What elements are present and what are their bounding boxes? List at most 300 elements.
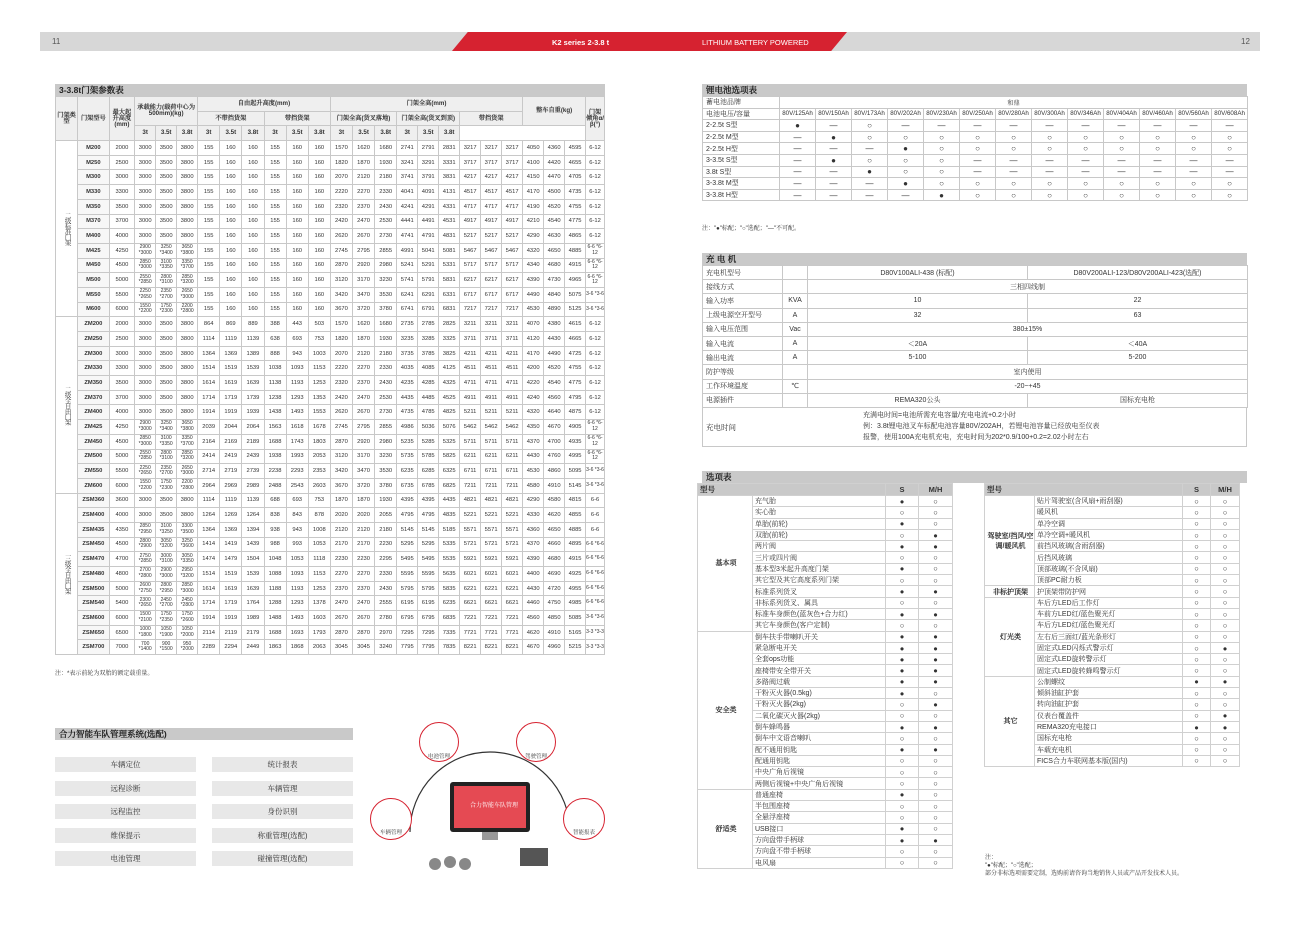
value-cell: 7000 [109, 640, 135, 655]
value-cell: 1914 [198, 611, 220, 626]
battery-mark: — [816, 143, 852, 155]
option-row [985, 597, 1240, 608]
value-cell: 5831 [439, 273, 460, 288]
option-mh-mark: ○ [1211, 654, 1240, 665]
value-cell: 1919 [220, 611, 242, 626]
value-cell: 7211 [502, 478, 523, 493]
value-cell: 7211 [481, 478, 502, 493]
option-s-mark: ● [886, 665, 919, 676]
table-row [56, 229, 605, 244]
charger-row [703, 322, 1248, 336]
option-mh-mark: ● [919, 631, 953, 642]
value-cell: 4620 [544, 508, 565, 523]
value-cell: 1264 [198, 508, 220, 523]
charger-unit [783, 266, 808, 280]
battery-mark: — [816, 166, 852, 178]
value-cell: 1678 [308, 420, 330, 435]
fleet-item-button[interactable]: 电池管理 [55, 851, 196, 866]
battery-model: 2-2.5t H型 [703, 143, 780, 155]
value-cell: 2870 [353, 625, 375, 640]
value-cell: 6-6 *6-12 [586, 449, 605, 464]
value-cell: 2420 [330, 390, 352, 405]
value-cell: 160 [220, 243, 242, 258]
value-cell: 2370 [330, 581, 352, 596]
right-page-number: 12 [1241, 37, 1250, 46]
value-cell: 2870 [330, 625, 352, 640]
value-cell: 160 [242, 170, 264, 185]
value-cell: 1514 [198, 567, 220, 582]
value-cell: 4650 [544, 243, 565, 258]
option-name: 转向油缸护套 [1035, 699, 1183, 710]
option-name: 倒车蜂鸣器 [753, 721, 886, 732]
option-s-mark: ○ [886, 846, 919, 857]
value-cell: 6621 [502, 596, 523, 611]
option-row [698, 496, 953, 507]
value-cell: 5165 [565, 625, 586, 640]
value-cell: 2670 [353, 229, 375, 244]
value-cell: 160 [220, 141, 242, 156]
h-capacity: 承载能力(载荷中心为500mm)(kg) [135, 97, 198, 126]
option-mh-mark: ○ [1211, 507, 1240, 518]
value-cell: 1930 [375, 155, 397, 170]
value-cell: 2053 [308, 449, 330, 464]
value-cell: 2180 [375, 346, 397, 361]
value-cell: 1364 [198, 522, 220, 537]
battery-mark: — [996, 120, 1032, 132]
value-cell: 1474 [198, 552, 220, 567]
value-cell: 4485 [418, 390, 439, 405]
value-cell: 4370 [523, 434, 544, 449]
battery-mark: — [1212, 166, 1248, 178]
option-mh-mark: ○ [1211, 688, 1240, 699]
value-cell: 4986 [397, 420, 418, 435]
value-cell: 5467 [481, 243, 502, 258]
value-cell: 4395 [397, 493, 418, 508]
value-cell: 4120 [523, 332, 544, 347]
table-row [56, 625, 605, 640]
value-cell: 3241 [397, 155, 418, 170]
value-cell: 6-6 *6-6 [586, 552, 605, 567]
value-cell: 2295 [375, 552, 397, 567]
value-cell: 993 [286, 537, 308, 552]
option-mh-mark: ○ [1211, 563, 1240, 574]
value-cell: 160 [286, 170, 308, 185]
value-cell: 3-6 *3-6 [586, 478, 605, 493]
h-tonnage: 3.8t [375, 126, 397, 141]
table-row [56, 405, 605, 420]
charger-value: 380±15% [808, 322, 1248, 336]
value-cell: 2850 *3000 [135, 258, 156, 273]
value-cell: 3217 [481, 141, 502, 156]
value-cell: 4070 [523, 317, 544, 332]
charger-unit [783, 365, 808, 379]
value-cell: 1008 [308, 522, 330, 537]
value-cell: 4660 [544, 537, 565, 552]
option-s-mark: ○ [886, 575, 919, 586]
value-cell: 2120 [353, 170, 375, 185]
value-cell: 6021 [502, 567, 523, 582]
battery-mark: ○ [1104, 178, 1140, 190]
value-cell: 160 [220, 302, 242, 317]
value-cell: 4815 [565, 493, 586, 508]
value-cell: 6-6 *6-12 [586, 258, 605, 273]
h-nobr: 不带挡货架 [198, 111, 264, 126]
people-icon [429, 858, 441, 870]
value-cell: 1493 [286, 405, 308, 420]
value-cell: 3300 [109, 185, 135, 200]
value-cell: 2039 [198, 420, 220, 435]
option-name: 非标系列货叉、属具 [753, 597, 886, 608]
fleet-item-button[interactable]: 称重管理(选配) [212, 828, 353, 843]
value-cell: 1193 [286, 581, 308, 596]
value-cell: 4460 [523, 596, 544, 611]
h-height: 门架全高(mm) [330, 97, 522, 112]
table-row [56, 199, 605, 214]
value-cell: 160 [242, 229, 264, 244]
charger-title: 充 电 机 [702, 253, 1247, 265]
value-cell: 4085 [418, 361, 439, 376]
battery-mark: ○ [924, 143, 960, 155]
value-cell: 1118 [308, 552, 330, 567]
value-cell: 950 *2000 [177, 640, 198, 655]
value-cell: 4831 [439, 229, 460, 244]
value-cell: 3120 [330, 449, 352, 464]
value-cell: 1369 [220, 346, 242, 361]
capacity-cell: 80V/150Ah [816, 108, 852, 120]
value-cell: 3250 *3600 [177, 537, 198, 552]
battery-mark: ○ [888, 154, 924, 166]
fleet-item-button[interactable]: 维保提示 [55, 828, 196, 843]
value-cell: 6-6 *6-12 [586, 273, 605, 288]
value-cell: 688 [264, 493, 286, 508]
value-cell: 155 [264, 155, 286, 170]
battery-mark: — [960, 120, 996, 132]
option-name: 中央广角后视镜 [753, 767, 886, 778]
value-cell: 160 [308, 214, 330, 229]
battery-mark: — [888, 120, 924, 132]
option-s-mark: ● [886, 823, 919, 834]
capacity-cell: 80V/460Ah [1140, 108, 1176, 120]
value-cell: 3717 [502, 155, 523, 170]
value-cell: 6331 [439, 287, 460, 302]
value-cell: 2000 [109, 317, 135, 332]
option-name: 基本型3米起升高度门架 [753, 563, 886, 574]
value-cell: 2189 [242, 434, 264, 449]
value-cell: 160 [308, 185, 330, 200]
battery-row [703, 166, 1248, 178]
value-cell: 3-6 *3-6 [586, 464, 605, 479]
value-cell: 1639 [242, 581, 264, 596]
h-tonnage: 3t [264, 126, 286, 141]
value-cell: 1353 [308, 390, 330, 405]
value-cell: 3800 [177, 390, 198, 405]
battery-mark: ● [852, 166, 888, 178]
options-note-3: 部分非标选项需要定制，选购前请咨询当地销售人员或产品开发技术人员。 [985, 871, 1184, 877]
value-cell: 160 [286, 141, 308, 156]
value-cell: 3670 [330, 478, 352, 493]
value-cell: 1550 *2200 [135, 302, 156, 317]
value-cell: 4217 [460, 170, 481, 185]
value-cell: 7295 [418, 625, 439, 640]
value-cell: 3000 [135, 141, 156, 156]
value-cell: 6000 [109, 611, 135, 626]
value-cell: 6711 [502, 464, 523, 479]
value-cell: 7721 [460, 625, 481, 640]
charger-row [703, 393, 1248, 407]
battery-row [703, 131, 1248, 143]
capacity-cell: 80V/560Ah [1176, 108, 1212, 120]
value-cell: 6-6 *6-6 [586, 537, 605, 552]
model-cell: ZM200 [78, 317, 109, 332]
option-name: 固定式LED旋转警示灯 [1035, 654, 1183, 665]
battery-mark: — [924, 120, 960, 132]
battery-mark: ○ [1212, 178, 1248, 190]
value-cell: 4210 [523, 214, 544, 229]
value-cell: 2270 [330, 567, 352, 582]
value-cell: 4331 [439, 199, 460, 214]
value-cell: 1188 [264, 581, 286, 596]
value-cell: 4850 [544, 611, 565, 626]
options-mh-header: M/H [919, 484, 953, 496]
option-mh-mark: ○ [919, 688, 953, 699]
battery-row [703, 154, 1248, 166]
battery-mark: ○ [1212, 143, 1248, 155]
value-cell: 5000 [109, 581, 135, 596]
option-name: 两侧后视镜+中央广角后视镜 [753, 778, 886, 789]
model-cell: ZM550 [78, 464, 109, 479]
value-cell: 8221 [460, 640, 481, 655]
option-s-mark: ○ [1183, 642, 1211, 653]
value-cell: 3211 [460, 317, 481, 332]
value-cell: 1003 [308, 346, 330, 361]
value-cell: 4350 [523, 420, 544, 435]
value-cell: 3000 [135, 185, 156, 200]
charger-value: 5-200 [1028, 351, 1248, 365]
value-cell: 6-12 [586, 332, 605, 347]
fleet-item-button[interactable]: 统计报表 [212, 757, 353, 772]
value-cell: 4235 [397, 376, 418, 391]
battery-mark: ○ [888, 166, 924, 178]
value-cell: 5467 [502, 243, 523, 258]
value-cell: 4615 [565, 317, 586, 332]
value-cell: 1620 [353, 141, 375, 156]
value-cell: 5211 [460, 405, 481, 420]
charger-row [703, 351, 1248, 365]
table-row [56, 258, 605, 273]
value-cell: 1739 [242, 390, 264, 405]
table-row [56, 508, 605, 523]
fleet-item-button[interactable]: 身份识别 [212, 804, 353, 819]
value-cell: 2470 [353, 596, 375, 611]
option-mh-mark: ● [1211, 710, 1240, 721]
battery-mark: ● [888, 143, 924, 155]
option-s-mark: ○ [886, 620, 919, 631]
value-cell: 2063 [308, 640, 330, 655]
value-cell: 1550 *2200 [135, 478, 156, 493]
value-cell: 155 [198, 214, 220, 229]
value-cell: 1750 *2600 [177, 611, 198, 626]
value-cell: 2470 [353, 214, 375, 229]
option-s-mark: ○ [886, 812, 919, 823]
charger-value: ＜20A [808, 336, 1028, 350]
value-cell: 4091 [418, 185, 439, 200]
value-cell: 160 [286, 258, 308, 273]
battery-mark: ○ [1068, 189, 1104, 201]
option-mh-mark: ● [919, 586, 953, 597]
value-cell: 3825 [439, 346, 460, 361]
option-s-mark: ○ [886, 733, 919, 744]
value-cell: 4441 [397, 214, 418, 229]
table-row [56, 287, 605, 302]
mast-note: 注：*表示前轮为双胎的额定载重量。 [55, 671, 154, 677]
value-cell: 1688 [264, 434, 286, 449]
option-mh-mark: ○ [1211, 744, 1240, 755]
option-s-mark: ● [1183, 721, 1211, 732]
value-cell: 1680 [375, 141, 397, 156]
value-cell: 3530 [375, 287, 397, 302]
fleet-item-button[interactable]: 远程监控 [55, 804, 196, 819]
model-cell: ZSM480 [78, 567, 109, 582]
fleet-item-button[interactable]: 碰撞管理(选配) [212, 851, 353, 866]
fleet-item-button[interactable]: 车辆管理 [212, 781, 353, 796]
value-cell: 1493 [286, 611, 308, 626]
option-mh-mark: ○ [919, 801, 953, 812]
value-cell: 3000 [135, 361, 156, 376]
value-cell: 3000 [135, 508, 156, 523]
options-type-header: 型号 [698, 484, 886, 496]
value-cell: 6-6 [586, 493, 605, 508]
value-cell: 4825 [439, 405, 460, 420]
value-cell: 6717 [481, 287, 502, 302]
value-cell: 2330 [375, 567, 397, 582]
option-s-mark: ○ [1183, 755, 1211, 766]
option-s-mark: ○ [886, 778, 919, 789]
value-cell: 4741 [397, 229, 418, 244]
value-cell: 4680 [544, 552, 565, 567]
value-cell: 3217 [460, 141, 481, 156]
value-cell: 160 [242, 214, 264, 229]
value-cell: 2900 *3000 [135, 420, 156, 435]
value-cell: 4320 [523, 405, 544, 420]
value-cell: 2980 [375, 434, 397, 449]
value-cell: 4000 [109, 229, 135, 244]
model-cell: ZSM470 [78, 552, 109, 567]
value-cell: 3000 [135, 155, 156, 170]
value-cell: 5331 [439, 258, 460, 273]
value-cell: 160 [286, 273, 308, 288]
value-cell: 3800 [177, 185, 198, 200]
value-cell: 6-12 [586, 155, 605, 170]
model-cell: ZM450 [78, 434, 109, 449]
value-cell: 6-12 [586, 346, 605, 361]
value-cell: 5495 [418, 552, 439, 567]
value-cell: 6-6 *6-6 [586, 596, 605, 611]
charger-value: 国标充电枪 [1028, 393, 1248, 407]
value-cell: 1048 [264, 552, 286, 567]
value-cell: 4170 [523, 185, 544, 200]
value-cell: 5595 [418, 567, 439, 582]
value-cell: 2270 [353, 361, 375, 376]
value-cell: 4821 [481, 493, 502, 508]
value-cell: 6221 [481, 581, 502, 596]
capacity-cell: 80V/202Ah [888, 108, 924, 120]
charger-value: 22 [1028, 294, 1248, 308]
value-cell: 1093 [286, 567, 308, 582]
option-mh-mark: ○ [1211, 586, 1240, 597]
option-mh-mark: ● [919, 744, 953, 755]
value-cell: 155 [264, 302, 286, 317]
value-cell: 1479 [220, 552, 242, 567]
charger-value: 室内使用 [808, 365, 1248, 379]
value-cell: 155 [264, 170, 286, 185]
option-name: 顶部玻璃(不含风扇) [1035, 563, 1183, 574]
value-cell: 2320 [330, 376, 352, 391]
value-cell: 4705 [565, 170, 586, 185]
value-cell: 3000 [135, 199, 156, 214]
value-cell: 5221 [481, 508, 502, 523]
value-cell: 155 [198, 199, 220, 214]
value-cell: 6717 [460, 287, 481, 302]
value-cell: 1539 [242, 361, 264, 376]
group-label: 二级标准门架 [56, 141, 78, 317]
value-cell: 2825 [439, 317, 460, 332]
value-cell: 7221 [481, 611, 502, 626]
value-cell: 2350 *2700 [156, 464, 177, 479]
charger-value: 32 [808, 308, 1028, 322]
value-cell: 1119 [220, 493, 242, 508]
value-cell: 2650 *3000 [177, 287, 198, 302]
value-cell: 3000 [109, 170, 135, 185]
value-cell: 5791 [418, 273, 439, 288]
value-cell: 4211 [502, 346, 523, 361]
value-cell: 155 [198, 229, 220, 244]
charger-label: 输入电流 [703, 336, 783, 350]
value-cell: 160 [308, 273, 330, 288]
value-cell: 5835 [439, 581, 460, 596]
value-cell: 4995 [565, 449, 586, 464]
value-cell: 4360 [544, 141, 565, 156]
fleet-item-button[interactable]: 车辆定位 [55, 757, 196, 772]
capacity-cell: 80V/346Ah [1068, 108, 1104, 120]
value-cell: 3791 [418, 170, 439, 185]
value-cell: 4655 [565, 155, 586, 170]
options-title: 选项表 [702, 471, 1247, 483]
value-cell: 2044 [220, 420, 242, 435]
value-cell: 3285 [418, 332, 439, 347]
value-cell: 6235 [439, 596, 460, 611]
value-cell: 4540 [544, 376, 565, 391]
value-cell: 3100 *3250 [156, 522, 177, 537]
value-cell: 1553 [308, 405, 330, 420]
value-cell: 1053 [286, 552, 308, 567]
value-cell: 3500 [156, 390, 177, 405]
value-cell: 3100 *3350 [156, 434, 177, 449]
option-row [985, 676, 1240, 687]
value-cell: 2488 [264, 478, 286, 493]
value-cell: 5325 [439, 434, 460, 449]
value-cell: 4821 [502, 493, 523, 508]
option-s-mark: ○ [1183, 575, 1211, 586]
value-cell: 1539 [242, 567, 264, 582]
value-cell: 4795 [397, 508, 418, 523]
value-cell: 6195 [418, 596, 439, 611]
charge-time-box [702, 407, 1247, 447]
fleet-item-button[interactable]: 远程诊断 [55, 781, 196, 796]
value-cell: 2620 [330, 405, 352, 420]
h-freelift: 自由起升高度(mm) [198, 97, 331, 112]
value-cell: 3050 *3200 [156, 537, 177, 552]
value-cell: 1820 [330, 155, 352, 170]
